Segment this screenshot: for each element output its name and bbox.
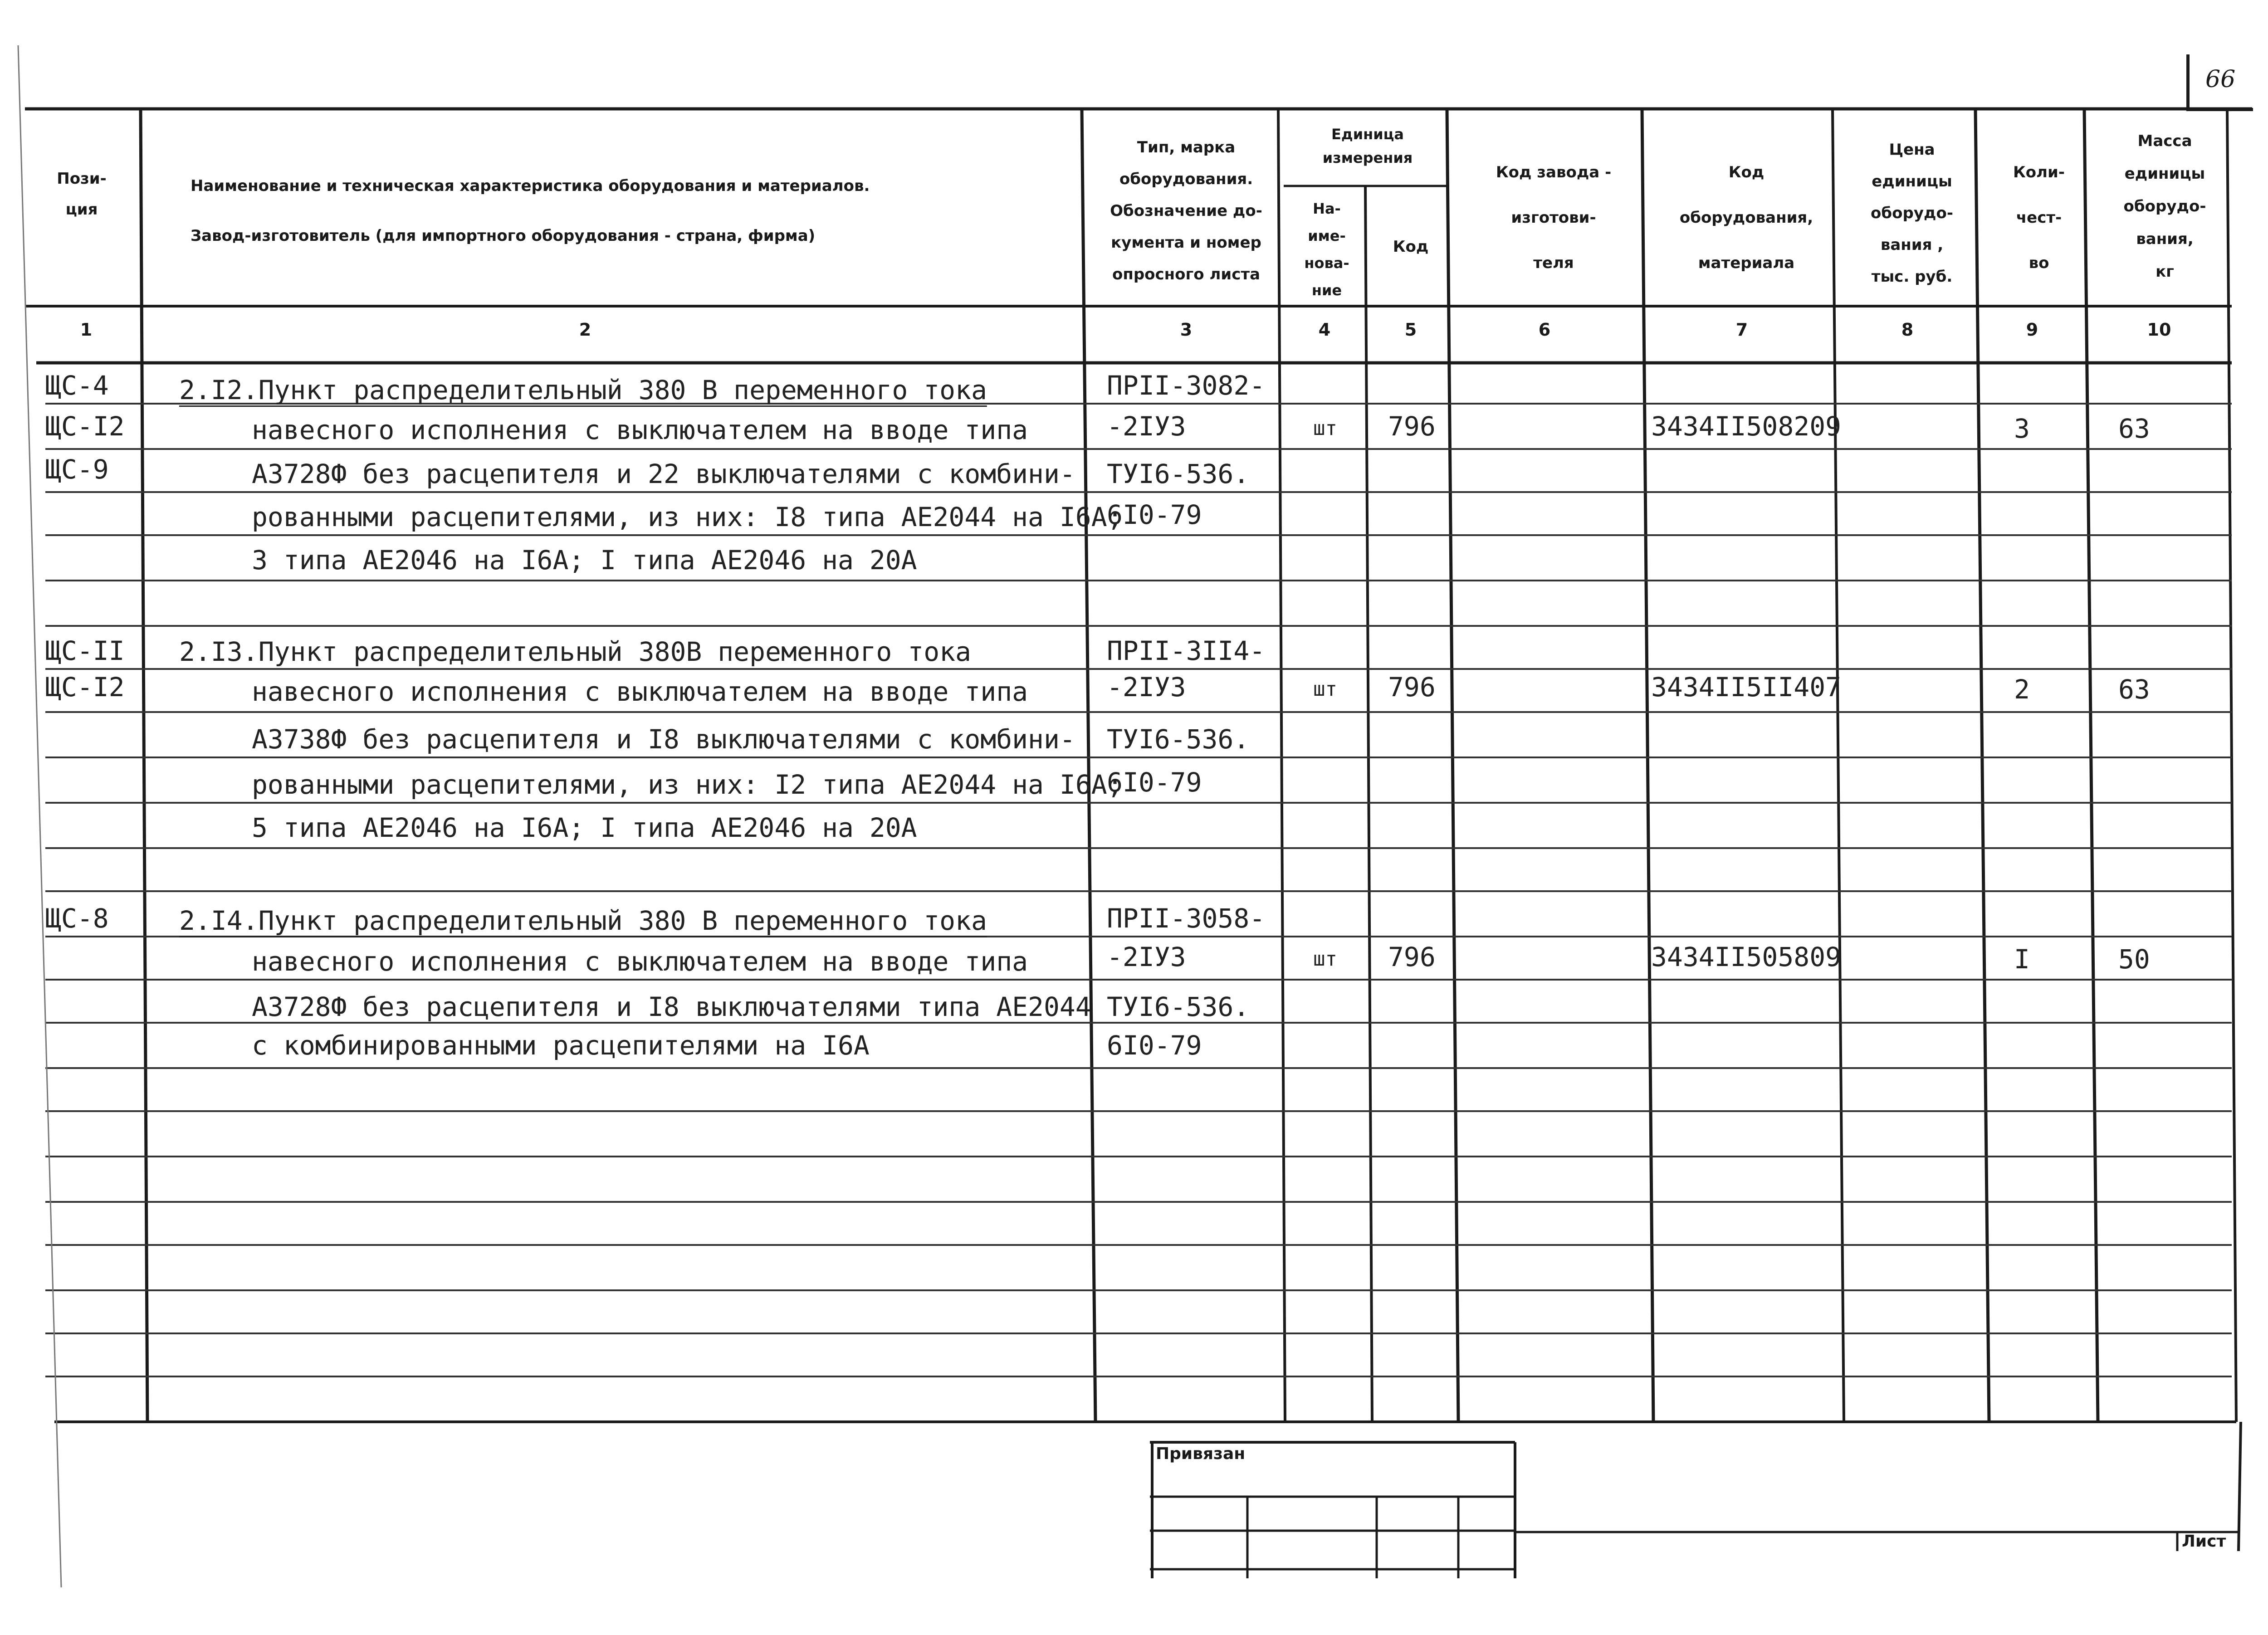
unit-code: 796 [1388, 672, 1436, 703]
header-equipment-code: Код оборудования, материала [1679, 163, 1813, 272]
item-name-line: с комбинированными расцепителями на I6А [252, 1030, 870, 1061]
mass: 63 [2118, 413, 2150, 444]
column-number: 8 [1901, 320, 1914, 340]
column-number: 6 [1538, 320, 1551, 340]
item-name-line: рованными расцепителями, из них: I8 типа АЕ2044 на I6А; [252, 502, 1123, 532]
unit-code: 796 [1388, 411, 1436, 442]
item-type: -2IУ3 [1107, 942, 1186, 972]
equipment-code: 3434II5II407 [1651, 672, 1842, 703]
column-number: 3 [1180, 320, 1193, 340]
mass: 63 [2118, 674, 2150, 705]
unit-code: 796 [1388, 942, 1436, 972]
item-name-line: рованными расцепителями, из них: I2 типа АЕ2044 на I6А; [252, 769, 1123, 800]
unit-name: шт [1313, 947, 1337, 971]
item-name-line: навесного исполнения с выключателем на вводе типа [252, 676, 1028, 707]
page-number: 66 [2205, 66, 2236, 93]
item-name-line: 3 типа АЕ2046 на I6А; I типа АЕ2046 на 20А [252, 545, 917, 576]
item-name-line: А3728Ф без расцепителя и 22 выключателями с комбини- [252, 459, 1075, 489]
item-type: ТУI6-536. [1107, 724, 1250, 755]
item-name-line: 2.I2.Пункт распределительный 380 В переменного тока [179, 375, 987, 405]
header-quantity: Коли- чест- во [2013, 163, 2065, 272]
equipment-code: 3434II505809 [1651, 942, 1842, 972]
item-type: 6I0-79 [1107, 1030, 1202, 1061]
item-name-line: навесного исполнения с выключателем на вводе типа [252, 946, 1028, 977]
column-number: 5 [1404, 320, 1417, 340]
sheet-label: Лист [2182, 1532, 2226, 1551]
header-unit-group: Единица измерения [1322, 126, 1413, 166]
header-mass: Масса единицы оборудо- вания, кг [2123, 132, 2206, 281]
item-name-line: навесного исполнения с выключателем на вводе типа [252, 415, 1028, 445]
position-code: ЩС-I2 [45, 672, 125, 703]
mass: 50 [2118, 944, 2150, 975]
header-name: Наименование и техническая характеристика оборудования и материалов. Завод-изготовитель (для импортного оборудования - страна, фирма) [191, 177, 870, 245]
item-type: 6I0-79 [1107, 767, 1202, 798]
item-type: 6I0-79 [1107, 499, 1202, 530]
item-type: ТУI6-536. [1107, 991, 1250, 1022]
column-number: 2 [579, 320, 591, 340]
header-unit-code: Код [1393, 238, 1429, 256]
stamp-label: Привязан [1156, 1445, 1246, 1463]
position-code: ЩС-II [45, 635, 125, 666]
header-type: Тип, марка оборудования. Обозначение до- кумента и номер опросного листа [1110, 138, 1262, 283]
column-number: 7 [1735, 320, 1748, 340]
item-name-line: 2.I4.Пункт распределительный 380 В переменного тока [179, 905, 987, 936]
equipment-code: 3434II508209 [1651, 411, 1842, 442]
column-number: 1 [80, 320, 93, 340]
unit-name: шт [1313, 678, 1337, 701]
item-name-line: А3738Ф без расцепителя и I8 выключателями с комбини- [252, 724, 1075, 755]
column-number: 4 [1318, 320, 1331, 340]
item-name-line: А3728Ф без расцепителя и I8 выключателями типа АЕ2044 [252, 991, 1091, 1022]
position-code: ЩС-9 [45, 454, 109, 485]
quantity: 2 [2014, 674, 2030, 705]
item-type: -2IУ3 [1107, 411, 1186, 442]
item-type: -2IУ3 [1107, 672, 1186, 703]
item-type: ТУI6-536. [1107, 459, 1250, 489]
header-unit-name: На- име- нова- ние [1304, 200, 1349, 299]
column-number: 10 [2147, 320, 2171, 340]
item-type: ПРII-3II4- [1107, 635, 1266, 666]
position-code: ЩС-4 [45, 370, 109, 401]
item-name-line: 2.I3.Пункт распределительный 380В переменного тока [179, 636, 971, 667]
column-number: 9 [2026, 320, 2038, 340]
header-maker-code: Код завода - изготови- теля [1496, 163, 1612, 272]
item-type: ПРII-3082- [1107, 370, 1266, 401]
quantity: I [2014, 944, 2030, 975]
header-position: Пози- ция [57, 170, 107, 219]
quantity: 3 [2014, 413, 2030, 444]
position-code: ЩС-8 [45, 903, 109, 934]
position-code: ЩС-I2 [45, 411, 125, 442]
header-price: Цена единицы оборудо- вания , тыс. руб. [1871, 141, 1953, 286]
item-name-line: 5 типа АЕ2046 на I6А; I типа АЕ2046 на 20А [252, 812, 917, 843]
item-type: ПРII-3058- [1107, 903, 1266, 934]
unit-name: шт [1313, 417, 1337, 440]
